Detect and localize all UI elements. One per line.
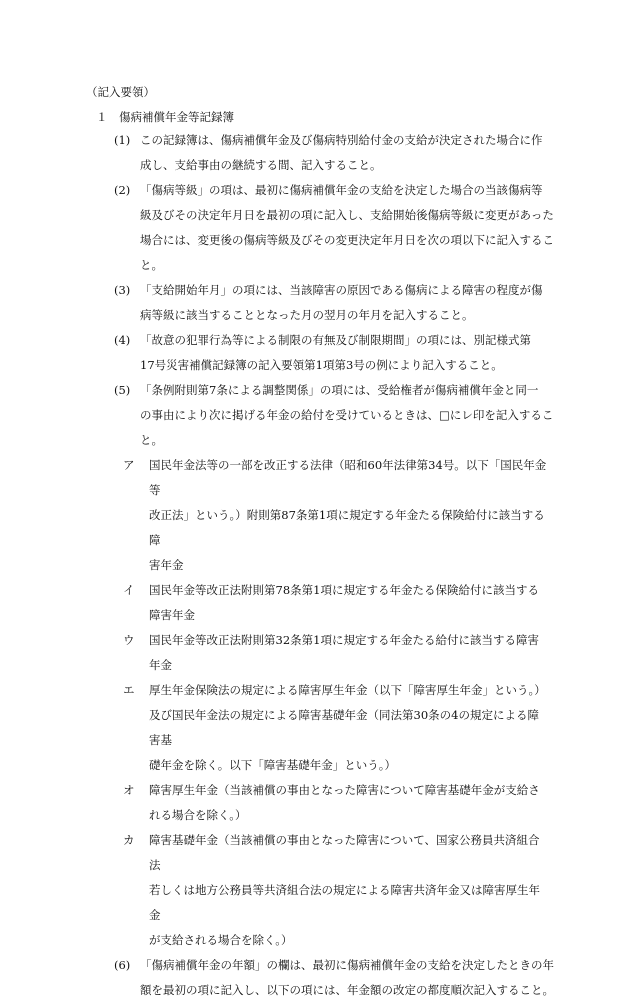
item-6 (114, 953, 554, 1003)
item-list (0, 128, 630, 1003)
subitem-line: 年金 (149, 658, 172, 672)
item-line: 成し、支給事由の継続する間、記入すること。 (140, 158, 382, 172)
subitem-line: 障害基礎年金（当該補償の事由となった障害について、国家公務員共済組合法 (149, 833, 540, 872)
item-number: (1) (114, 133, 131, 147)
item-line: 病等級に該当することとなった月の翌月の年月を記入すること。 (140, 308, 474, 322)
item-line: 「支給開始年月」の項には、当該障害の原因である傷病による障害の程度が傷 (140, 283, 543, 297)
item-number: (6) (114, 958, 131, 972)
item-1 (114, 128, 554, 178)
subitem-line: 及び国民年金法の規定による障害基礎年金（同法第30条の4の規定による障害基 (149, 708, 539, 747)
section-title: １ 傷病補償年金等記録簿 (96, 110, 234, 124)
item-2 (114, 178, 554, 278)
item-5 (114, 378, 554, 453)
subitem-label: エ (123, 683, 135, 697)
item-number: (2) (114, 183, 131, 197)
subitem-line: が支給される場合を除く。） (149, 933, 293, 947)
item-line: 「故意の犯罪行為等による制限の有無及び制限期間」の項には、別記様式第 (140, 333, 531, 347)
subitem-i (123, 578, 549, 628)
item-number: (4) (114, 333, 131, 347)
item-line: 「条例附則第7条による調整関係」の項には、受給権者が傷病補償年金と同一 (140, 383, 539, 397)
item-line: 級及びその決定年月日を最初の項に記入し、支給開始後傷病等級に変更があった (140, 208, 554, 222)
item-line: と。 (140, 433, 163, 447)
item-3 (114, 278, 554, 328)
subitem-line: 国民年金等改正法附則第78条第1項に規定する年金たる保険給付に該当する (149, 583, 539, 597)
subitem-line: 国民年金等改正法附則第32条第1項に規定する年金たる給付に該当する障害 (149, 633, 539, 647)
subitem-u (123, 628, 549, 678)
subitem-label: イ (123, 583, 135, 597)
subitem-label: ウ (123, 633, 135, 647)
document-heading: （記入要領） (86, 85, 155, 99)
subitem-line: 障害年金 (149, 608, 195, 622)
subitem-o (123, 778, 549, 828)
item-line: 場合には、変更後の傷病等級及びその変更決定年月日を次の項以下に記入するこ (140, 233, 554, 247)
subitem-line: 国民年金法等の一部を改正する法律（昭和60年法律第34号。以下「国民年金等 (149, 458, 547, 497)
item-line: 「傷病等級」の項は、最初に傷病補償年金の支給を決定した場合の当該傷病等 (140, 183, 543, 197)
subitem-label: カ (123, 833, 135, 847)
subitem-ka (123, 828, 549, 953)
item-line: 17号災害補償記録簿の記入要領第1項第3号の例により記入すること。 (140, 358, 503, 372)
subitem-label: ア (123, 458, 135, 472)
subitem-label: オ (123, 783, 135, 797)
subitem-line: 害年金 (149, 558, 184, 572)
subitem-line: れる場合を除く。） (149, 808, 247, 822)
subitem-e (123, 678, 549, 778)
item-number: (5) (114, 383, 131, 397)
subitem-line: 改正法」という。）附則第87条第1項に規定する年金たる保険給付に該当する障 (149, 508, 545, 547)
subitem-line: 厚生年金保険法の規定による障害厚生年金（以下「障害厚生年金」という。） (149, 683, 546, 697)
item-line: 「傷病補償年金の年額」の欄は、最初に傷病補償年金の支給を決定したときの年 (140, 958, 554, 972)
item-4 (114, 328, 554, 378)
subitem-line: 障害厚生年金（当該補償の事由となった障害について障害基礎年金が支給さ (149, 783, 540, 797)
subitem-line: 若しくは地方公務員等共済組合法の規定による障害共済年金又は障害厚生年金 (149, 883, 540, 922)
subitem-a (123, 453, 549, 578)
item-number: (3) (114, 283, 131, 297)
item-line: この記録簿は、傷病補償年金及び傷病特別給付金の支給が決定された場合に作 (140, 133, 543, 147)
item-line: と。 (140, 258, 163, 272)
subitem-line: 礎年金を除く。以下「障害基礎年金」という。） (149, 758, 397, 772)
item-line: 額を最初の項に記入し、以下の項には、年金額の改定の都度順次記入すること。 (140, 983, 554, 997)
item-line: の事由により次に掲げる年金の給付を受けているときは、□にレ印を記入するこ (140, 408, 554, 422)
